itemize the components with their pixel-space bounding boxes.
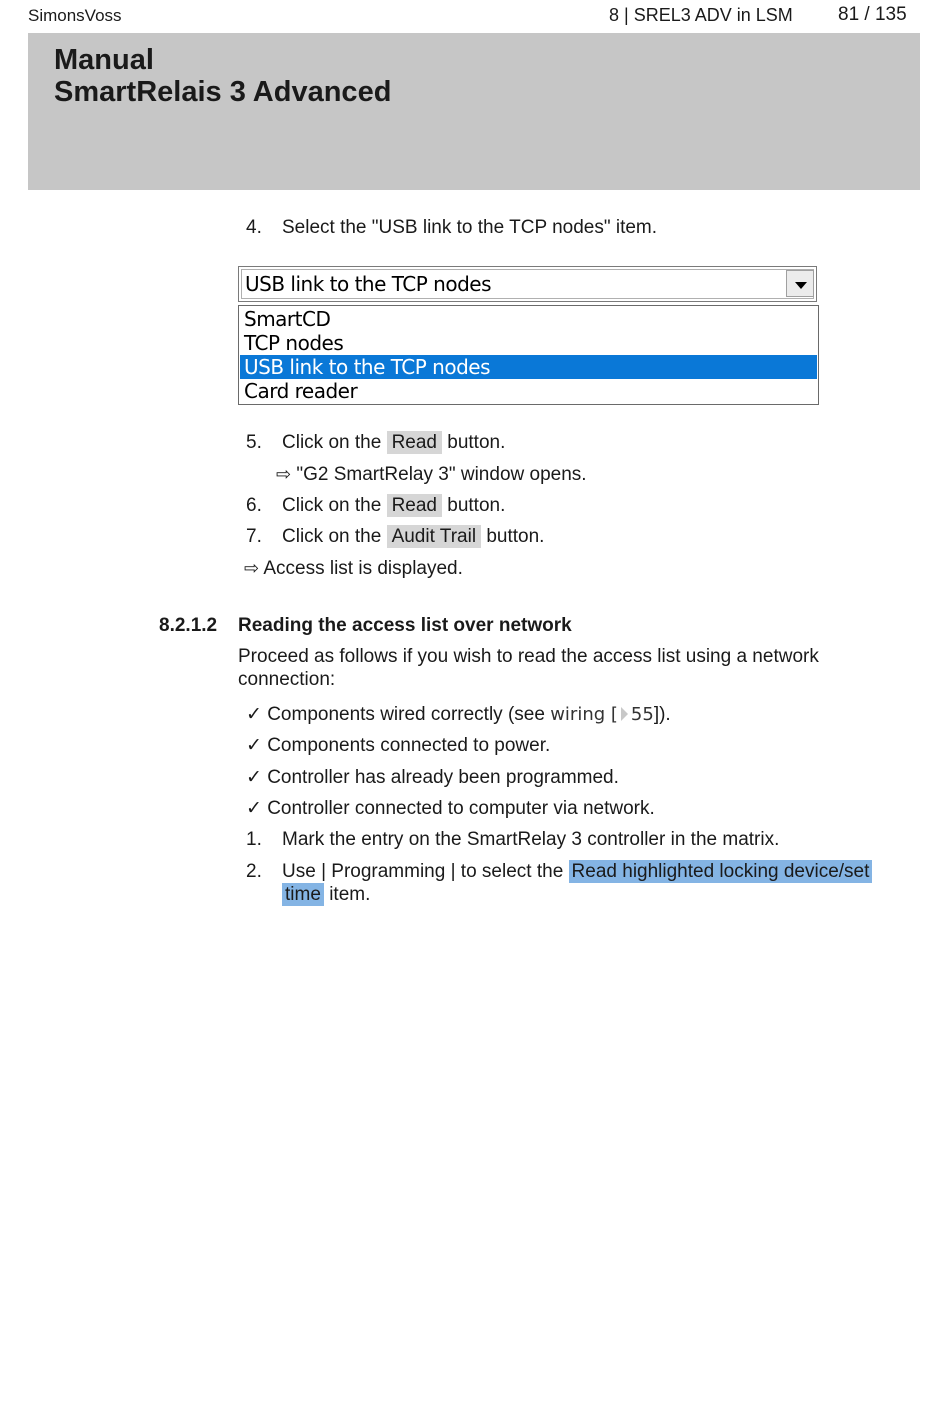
step-number: 6. [246,495,262,516]
combo-selected-value: USB link to the TCP nodes [245,272,492,296]
step-text-post: button. [447,432,506,453]
result-arrow-icon: ⇨ [244,558,260,578]
section-number: 8.2.1.2 [159,615,218,636]
page-ref-icon [621,707,628,721]
result-arrow-icon: ⇨ [276,464,292,484]
step-text-pre: Click on the [282,526,382,547]
step-text-post: button. [486,526,545,547]
requirement-text: Controller has already been programmed. [267,767,619,788]
manual-title: Manual [54,44,154,76]
menu-item-highlight: time [282,883,324,906]
section-label: 8 | SREL3 ADV in LSM [609,5,793,25]
check-icon: ✓ [246,704,262,725]
step-result [276,462,587,487]
step-text-pre: Click on the [282,432,382,453]
step-number: 2. [246,861,262,882]
dropdown-option-card-reader[interactable]: Card reader [244,379,358,403]
check-icon: ✓ [246,735,262,756]
step-text: Select the "USB link to the TCP nodes" item. [282,217,658,238]
step-text-post: button. [447,495,506,516]
section-intro-line1: Proceed as follows if you wish to read the access list using a network [238,646,819,667]
result-text: "G2 SmartRelay 3" window opens. [296,464,587,485]
step-number: 5. [246,432,262,453]
step-number: 7. [246,526,262,547]
wiring-link-text: wiring [ [550,704,618,725]
check-icon: ✓ [246,767,262,788]
audit-trail-button: Audit Trail [387,525,481,548]
requirement-text-post: ]). [653,704,671,725]
wiring-link[interactable] [550,704,654,725]
step-number: 4. [246,217,262,238]
read-button: Read [387,431,442,454]
dropdown-option-smartcd[interactable]: SmartCD [244,307,331,331]
menu-item-highlight: Read highlighted locking device/set [569,860,873,883]
requirement-text: Controller connected to computer via network. [267,798,655,819]
requirement-item [246,766,619,790]
final-result [244,556,463,581]
step-text [282,494,505,518]
connection-select[interactable] [238,266,817,302]
section-intro-line2: connection: [238,669,336,690]
section-title: Reading the access list over network [238,615,572,636]
wiring-link-page: 55 [630,704,654,725]
result-text: Access list is displayed. [263,558,463,579]
step-text-continued [282,883,370,907]
requirement-text: Components connected to power. [267,735,551,756]
dropdown-option-usb-link[interactable]: USB link to the TCP nodes [240,355,817,379]
dropdown-option-tcp-nodes[interactable]: TCP nodes [244,331,344,355]
requirement-text: Components wired correctly (see [267,704,545,725]
title-banner [28,33,920,190]
step-number: 1. [246,829,262,850]
requirement-item [246,703,671,727]
read-button: Read [387,494,442,517]
step-text-pre: Use | Programming | to select the [282,861,564,882]
page-number: 81 / 135 [838,4,907,25]
step-text: Mark the entry on the SmartRelay 3 controller in the matrix. [282,829,780,850]
step-text [282,431,505,455]
requirement-item [246,797,655,821]
check-icon: ✓ [246,798,262,819]
step-text [282,860,872,884]
brand-name: SimonsVoss [28,6,122,25]
step-text-pre: Click on the [282,495,382,516]
dropdown-list [238,305,819,405]
product-title: SmartRelais 3 Advanced [54,76,392,108]
step-text-post: item. [329,884,371,905]
requirement-item [246,734,550,758]
step-text [282,525,544,549]
chevron-down-icon[interactable] [786,270,814,297]
